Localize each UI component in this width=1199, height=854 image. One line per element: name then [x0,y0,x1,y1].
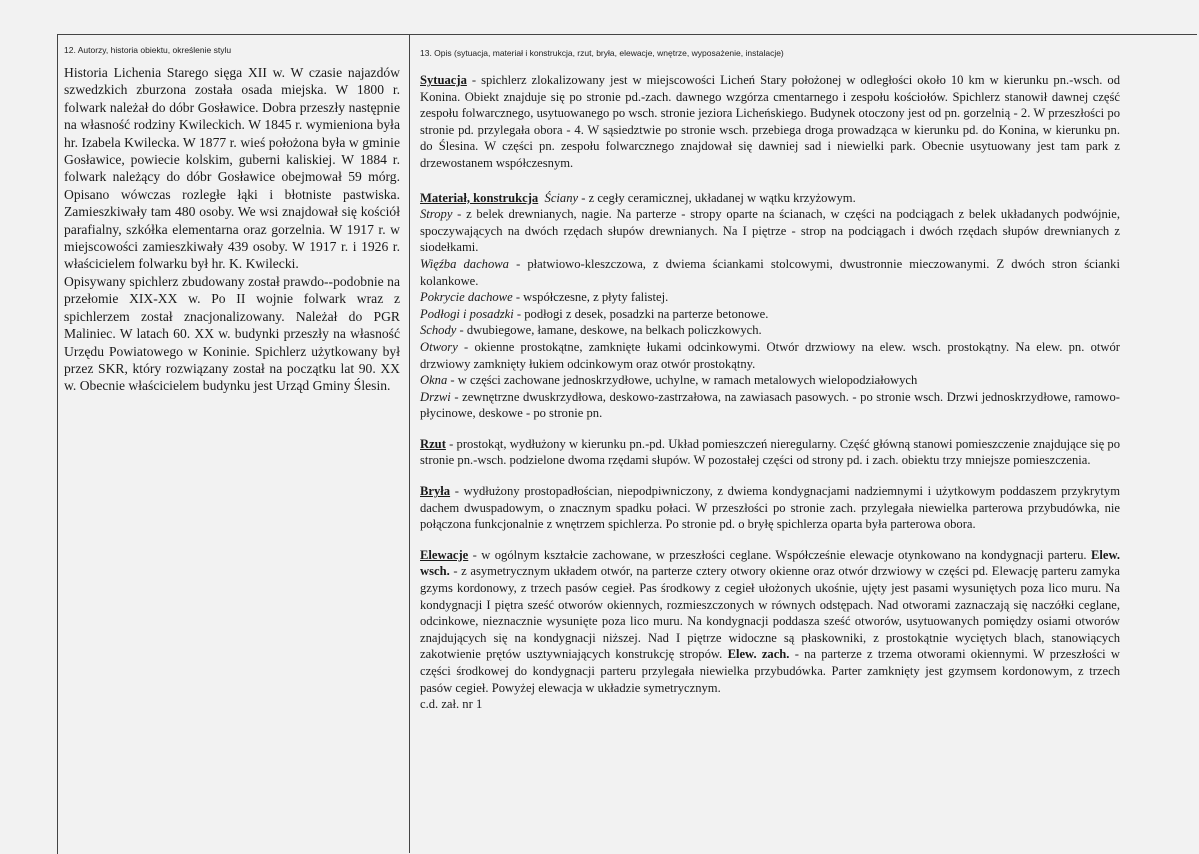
material-item-name: Otwory [420,339,458,354]
situation-paragraph [420,72,1120,172]
material-item [420,339,1120,372]
material-item [420,206,1120,256]
material-item [420,372,1120,389]
material-item-text: - płatwiowo-kleszczowa, z dwiema ściankami stolcowymi, dwustronnie mieczowanymi. Z dwóch stron ścianki kolankowe. [420,256,1120,288]
column-divider [409,34,410,853]
material-item-name: Podłogi i posadzki [420,306,514,321]
material-item [420,306,1120,323]
elevations-paragraph [420,547,1120,696]
east-elevation-label: Elew. wsch. [420,547,1120,579]
massing-paragraph [420,483,1120,533]
massing-text: - wydłużony prostopadłościan, niepodpiwniczony, z dwiema kondygnacjami nadziemnymi i użytkowym poddaszem przykrytym dachem dwuspadowym, o znacznym spadku połaci. W przeszłości po stronie zach. przylegała niewielka parterowa przybudówka, nie połączona funkcjonalnie z wnętrzem spichlerza. Po stronie pd. o bryłę spichlerza oparta była parterowa obora. [420,484,1120,532]
west-elevation-label: Elew. zach. [727,647,790,662]
material-item [420,322,1120,339]
plan-paragraph [420,436,1120,469]
material-item-name: Więźba dachowa [420,256,509,271]
material-item-text: - z belek drewnianych, nagie. Na parterze - stropy oparte na ścianach, w części na podciągach z belek układanych podwójnie, spoczywających na dwóch rzędach słupów drewnianych. Na I piętrze - strop na podciągach i dwóch rzędach słupów drewnianych z siodełkami. [420,207,1120,255]
material-item-name: Drzwi [420,389,451,404]
massing-label: Bryła [420,484,451,499]
material-item-name: Pokrycie dachowe [420,290,513,305]
material-item-text: - z cegły ceramicznej, układanej w wątku krzyżowym. [578,190,856,205]
material-paragraph [420,190,1120,207]
elevations-text: - na parterze z trzema otworami okiennymi. W przeszłości w części środkowej do kondygnacji parteru przylegała niewielka przybudówka. Parter zamknięty jest gzymsem kordonowym, z trzech pasów cegieł. Powyżej elewacja w układzie symetrycznym. [420,647,1120,695]
material-item [420,289,1120,306]
situation-text: - spichlerz zlokalizowany jest w miejscowości Licheń Stary położonej w odległości około 10 km w kierunku pn.-wsch. od Konina. Obiekt znajduje się po stronie pd.-zach. dawnego wzgórza cmentarnego i zespołu kościołów. Spichlerz stanowił dawnej część zespołu folwarcznego, usytuowanego po wsch. stronie jeziora Licheńskiego. Budynek otoczony jest od pn. gorzelnią - 2. W przeszłości po stronie pd. przylegała obora - 4. W sąsiedztwie po stronie wsch. przebiega droga prowadząca w kierunku pd. do Konina, w kierunku pn. do Ślesina. W części pn. zespołu folwarcznego znajdował się dawniej sad i niewielki park. Obecnie usytuowany jest tam park z drzewostanem współczesnym. [420,73,1120,170]
material-label: Materiał, konstrukcja [420,190,539,205]
elevations-text: - z asymetrycznym układem otwór, na parterze cztery otwory okienne oraz otwór drzwiowy w części pd. Elewację parteru zamyka gzyms kordonowy, z trzech pasów cegieł. Pas środkowy z cegieł ułożonych ukośnie, ujęty jest pasami wysuniętych poza lico muru. Na kondygnacji I piętra sześć otworów okiennych, rozmieszczonych w równych odstępach. Nad otworami zaznaczają się naczółki ceglane, odcinkowe, nieznacznie wysunięte poza lico muru. Na kondygnacji poddasza sześć otworów, usytuowanych pomiędzy osiami otworów znajdujących się na kondygnacji niższej. Nad I piętrze widoczne są płaskowniki, z prostokątnie wyciętych blach, stanowiących zakotwienie prętów usztywniających konstrukcję stropów. [420,564,1120,662]
history-paragraph: Opisywany spichlerz zbudowany został prawdo--podobnie na przełomie XIX-XX w. Po II wojnie folwark wraz z spichlerzem został znacjonalizowany. Należał do PGR Maliniec. W latach 60. XX w. budynki przeszły na własność Urzędu Powiatowego w Koninie. Spichlerz użytkowany był przez SKR, który rozwiązany został na początku lat 90. XX w. Obecnie właścicielem budynku jest Urząd Gminy Ślesin. [64,273,400,394]
material-item-text: - w części zachowane jednoskrzydłowe, uchylne, w ramach metalowych wielopodziałowych [447,373,918,388]
history-paragraph: Historia Lichenia Starego sięga XII w. W czasie najazdów szwedzkich zburzona została osada miejska. W 1800 r. folwark należał do dóbr Gosławice. Dobra przeszły następnie na własność rodziny Kwileckich. W 1845 r. wymieniona była hr. Izabela Kwilecka. W 1877 r. wieś położona była w gminie Gosławice, powiecie kolskim, guberni kaliskiej. W 1884 r. folwark należący do dóbr Gosławice obejmował 59 mórg. Opisano wówczas rozległe łąki i błotniste pastwiska. Zamieszkiwały tam 480 osoby. We wsi znajdował się kościół parafialny, szkółka elementarna oraz gorzelnia. W 1917 r. w miejscowości zamieszkiwały 439 osoby. W 1917 r. i 1926 r. właścicielem folwarku był hr. K. Kwilecki. [64,65,400,272]
material-item-text: - zewnętrzne dwuskrzydłowa, deskowo-zastrzałowa, na zawiasach pasowych. - po stronie wsch. Drzwi jednoskrzydłowe, ramowo-płycinowe, deskowe - po stronie pn. [420,389,1120,421]
continuation-note: c.d. zał. nr 1 [420,697,483,712]
material-item-text: - dwubiegowe, łamane, deskowe, na belkach policzkowych. [456,323,762,338]
material-item-name: Schody [420,323,457,338]
plan-text: - prostokąt, wydłużony w kierunku pn.-pd. Układ pomieszczeń nieregularny. Część główną stanowi pomieszczenie znajdujące się po stronie pn.-wsch. podzielone dwoma rzędami słupów. W pozostałej części od strony pd. i zach. obiektu trzy mniejsze pomieszczenia. [420,436,1120,468]
description-column [420,72,1120,713]
material-item-text: - podłogi z desek, posadzki na parterze betonowe. [513,306,769,321]
section-13-header: 13. Opis (sytuacja, materiał i konstrukcja, rzut, bryła, elewacje, wnętrze, wyposażenie, instalacje) [420,48,784,58]
section-12-header: 12. Autorzy, historia obiektu, określenie stylu [64,45,232,55]
material-item-text: - okienne prostokątne, zamknięte łukami odcinkowymi. Otwór drzwiowy na elew. wsch. prostokątny. Na elew. pn. otwór drzwiowy zamknięty łukiem odcinkowym oraz otwór prostokątny. [420,339,1120,371]
plan-label: Rzut [420,436,446,451]
material-item [420,256,1120,289]
elevations-text: - w ogólnym kształcie zachowane, w przeszłości ceglane. Współcześnie elewacje otynkowano na kondygnacji parteru. [468,547,1091,562]
material-item-name: Stropy [420,207,453,222]
material-item-name: Ściany [544,190,579,205]
material-item-name: Okna [420,373,448,388]
material-item [420,389,1120,422]
elevations-label: Elewacje [420,547,469,562]
history-column [64,64,400,395]
material-item-text: - współczesne, z płyty falistej. [512,290,669,305]
situation-label: Sytuacja [420,73,467,87]
